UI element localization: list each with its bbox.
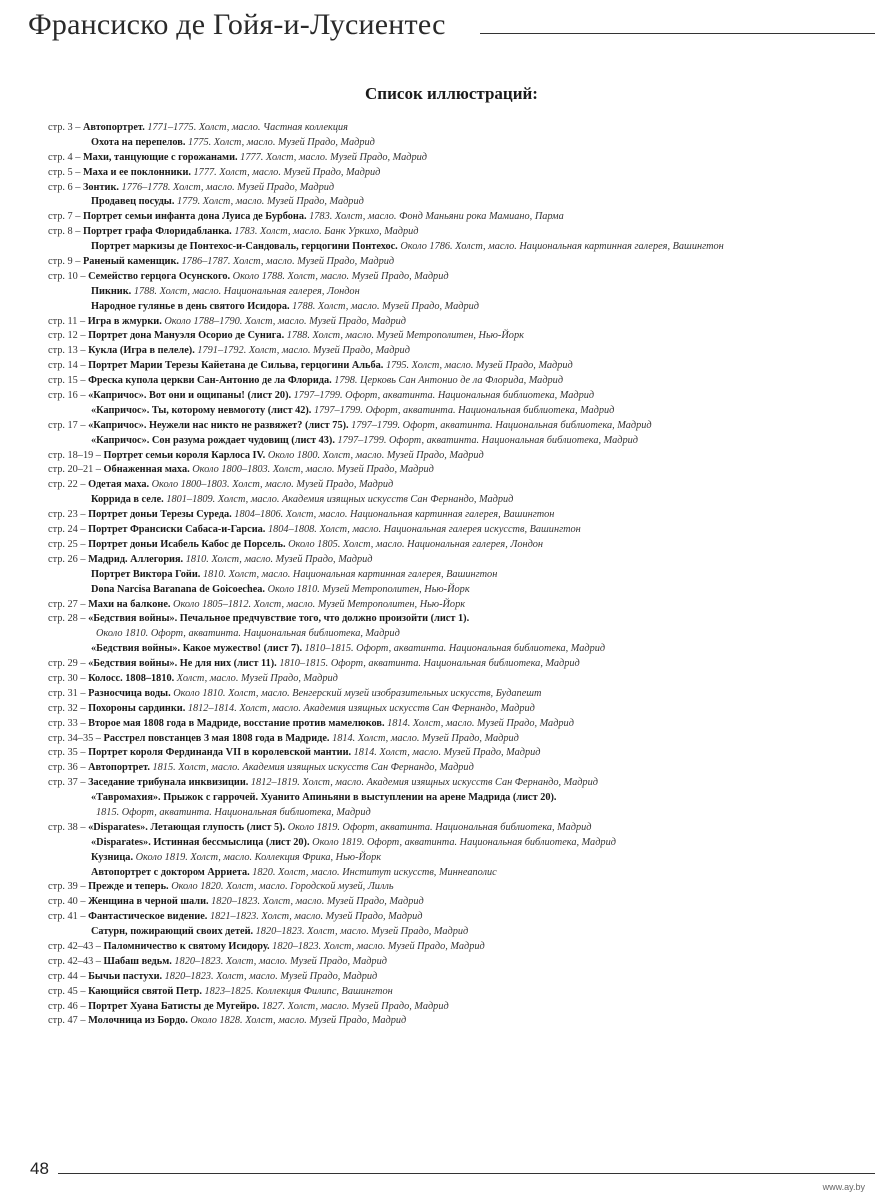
list-item <box>48 195 868 210</box>
entry-details: 1810. Холст, масло. Музей Прадо, Мадрид <box>185 553 373 565</box>
entry-page: стр. 29 – <box>48 658 89 670</box>
entry-details: 1801–1809. Холст, масло. Академия изящных искусств Сан Фернандо, Мадрид <box>166 494 514 506</box>
entry-title: Продавец посуды. <box>91 196 177 208</box>
page-footer <box>0 1155 875 1195</box>
entry-details: 1775. Холст, масло. Музей Прадо, Мадрид <box>188 136 375 148</box>
entry-page: стр. 17 – <box>48 419 89 431</box>
list-item <box>48 583 868 598</box>
entry-title: Портрет семьи инфанта дона Луиса де Бурбона. <box>82 211 310 223</box>
entry-details: 1798. Церковь Сан Антонио де ла Флорида, Мадрид <box>334 375 564 387</box>
entry-title: Портрет дона Мануэля Осорио де Сунига. <box>88 330 287 342</box>
list-item <box>48 389 868 404</box>
list-item <box>48 493 868 508</box>
entry-details: 1815. Холст, масло. Академия изящных искусств Сан Фернандо, Мадрид <box>152 762 474 774</box>
entry-details: 1812–1814. Холст, масло. Академия изящных искусств Сан Фернандо, Мадрид <box>187 702 535 714</box>
list-item <box>48 523 868 538</box>
entry-details: 1814. Холст, масло. Музей Прадо, Мадрид <box>332 732 519 744</box>
list-item <box>48 419 868 434</box>
section-title: Список иллюстраций: <box>365 84 538 103</box>
list-item <box>48 791 868 806</box>
entry-page: стр. 33 – <box>48 717 89 729</box>
entry-details: 1783. Холст, масло. Банк Уркихо, Мадрид <box>234 226 419 238</box>
entry-page: стр. 16 – <box>48 390 89 402</box>
entry-page: стр. 45 – <box>48 985 89 997</box>
list-item <box>48 404 868 419</box>
entry-title: Махи, танцующие с горожанами. <box>82 151 241 163</box>
entry-title: Dona Narcisa Baranana de Goicoechea. <box>91 583 268 595</box>
entry-title: «Бедствия войны». Печальное предчувствие того, что должно произойти (лист 1). <box>88 613 470 625</box>
entry-details: 1821–1823. Холст, масло. Музей Прадо, Мадрид <box>209 911 423 923</box>
entry-details: Около 1805–1812. Холст, масло. Музей Метрополитен, Нью-Йорк <box>173 598 466 610</box>
entry-title: Махи на балконе. <box>88 598 174 610</box>
list-item <box>48 300 868 315</box>
entry-title: Портрет графа Флоридабланка. <box>82 226 235 238</box>
entry-title: «Капричос». Вот они и ощипаны! (лист 20). <box>88 390 294 402</box>
list-item <box>48 359 868 374</box>
entry-page: стр. 11 – <box>48 315 88 327</box>
entry-details: Холст, масло. Музей Прадо, Мадрид <box>176 672 338 684</box>
entry-page: стр. 41 – <box>48 911 89 923</box>
entry-page: стр. 40 – <box>48 896 89 908</box>
entry-page: стр. 32 – <box>48 702 89 714</box>
entry-details: 1814. Холст, масло. Музей Прадо, Мадрид <box>387 717 574 729</box>
illustration-list <box>48 121 868 1029</box>
entry-title: «Бедствия войны». Не для них (лист 11). <box>88 658 280 670</box>
entry-title: «Тавромахия». Прыжок с гаррочей. Хуанито Апиньяни в выступлении на арене Мадрида (лист 20). <box>91 792 557 804</box>
list-item <box>48 329 868 344</box>
entry-page: стр. 6 – <box>48 181 83 193</box>
entry-page: стр. 28 – <box>48 613 89 625</box>
entry-page: стр. 34–35 – <box>48 732 104 744</box>
entry-details: 1788. Холст, масло. Музей Метрополитен, Нью-Йорк <box>286 330 524 342</box>
entry-details: Около 1786. Холст, масло. Национальная картинная галерея, Вашингтон <box>400 241 724 253</box>
entry-page: стр. 47 – <box>48 1015 89 1027</box>
entry-page: стр. 22 – <box>48 479 89 491</box>
list-item <box>48 687 868 702</box>
entry-page: стр. 35 – <box>48 747 89 759</box>
entry-details: 1779. Холст, масло. Музей Прадо, Мадрид <box>177 196 364 208</box>
entry-details: 1788. Холст, масло. Национальная галерея, Лондон <box>133 285 360 297</box>
list-item <box>48 925 868 940</box>
entry-title: «Disparates». Летающая глупость (лист 5). <box>88 821 288 833</box>
entry-details: 1827. Холст, масло. Музей Прадо, Мадрид <box>261 1000 449 1012</box>
entry-details: 1810–1815. Офорт, акватинта. Национальная библиотека, Мадрид <box>304 643 606 655</box>
list-item <box>48 761 868 776</box>
entry-page: стр. 37 – <box>48 777 89 789</box>
entry-page: стр. 31 – <box>48 687 89 699</box>
entry-title: Женщина в черной шали. <box>88 896 212 908</box>
entry-details: Около 1805. Холст, масло. Национальная галерея, Лондон <box>288 538 544 550</box>
entry-title: Фреска купола церкви Сан-Антонио де ла Флорида. <box>88 375 335 387</box>
list-item <box>48 702 868 717</box>
entry-details: 1786–1787. Холст, масло. Музей Прадо, Мадрид <box>181 256 395 268</box>
list-item <box>48 210 868 225</box>
list-item <box>48 121 868 136</box>
list-item <box>48 449 868 464</box>
footer-rule <box>58 1173 875 1174</box>
entry-details: Около 1810. Офорт, акватинта. Национальная библиотека, Мадрид <box>96 628 400 640</box>
list-item <box>48 732 868 747</box>
entry-page: стр. 3 – <box>48 122 83 133</box>
list-item <box>48 1014 868 1029</box>
entry-title: Колосс. 1808–1810. <box>88 672 177 684</box>
entry-title: Кающийся святой Петр. <box>88 985 205 997</box>
list-item <box>48 627 868 642</box>
entry-page: стр. 30 – <box>48 672 89 684</box>
entry-details: Около 1810. Музей Метрополитен, Нью-Йорк <box>267 583 470 595</box>
list-item <box>48 166 868 181</box>
entry-page: стр. 42–43 – <box>48 955 104 967</box>
entry-page: стр. 25 – <box>48 538 89 550</box>
entry-page: стр. 9 – <box>48 256 83 268</box>
entry-title: Пикник. <box>91 285 134 297</box>
list-item <box>48 672 868 687</box>
entry-title: Обнаженная маха. <box>103 464 193 476</box>
list-item <box>48 344 868 359</box>
entry-page: стр. 39 – <box>48 881 89 893</box>
entry-title: Одетая маха. <box>88 479 152 491</box>
entry-title: Мадрид. Аллегория. <box>88 553 186 565</box>
list-item <box>48 434 868 449</box>
entry-title: Зонтик. <box>82 181 122 193</box>
entry-title: Фантастическое видение. <box>88 911 210 923</box>
entry-page: стр. 24 – <box>48 524 89 536</box>
entry-title: Портрет Виктора Гойи. <box>91 568 203 580</box>
list-item <box>48 508 868 523</box>
entry-title: «Бедствия войны». Какое мужество! (лист 7). <box>91 643 305 655</box>
entry-details: Около 1800–1803. Холст, масло. Музей Прадо, Мадрид <box>151 479 394 491</box>
entry-details: 1810. Холст, масло. Национальная картинная галерея, Вашингтон <box>202 568 498 580</box>
list-item <box>48 866 868 881</box>
entry-details: 1795. Холст, масло. Музей Прадо, Мадрид <box>385 360 573 372</box>
list-item <box>48 851 868 866</box>
entry-page: стр. 23 – <box>48 509 89 521</box>
entry-title: Кукла (Игра в пелеле). <box>88 345 198 357</box>
entry-title: Семейство герцога Осунского. <box>88 270 233 282</box>
entry-page: стр. 10 – <box>48 270 89 282</box>
list-item <box>48 955 868 970</box>
list-item <box>48 315 868 330</box>
list-item <box>48 598 868 613</box>
entry-details: 1797–1799. Офорт, акватинта. Национальная библиотека, Мадрид <box>293 390 595 402</box>
entry-title: Бычьи пастухи. <box>88 970 165 982</box>
entry-title: Кузница. <box>91 851 136 863</box>
entry-details: 1777. Холст, масло. Музей Прадо, Мадрид <box>193 166 381 178</box>
entry-title: Прежде и теперь. <box>88 881 172 893</box>
entry-title: Шабаш ведьм. <box>103 955 175 967</box>
list-item <box>48 895 868 910</box>
entry-details: 1776–1778. Холст, масло. Музей Прадо, Мадрид <box>121 181 335 193</box>
entry-details: Около 1819. Холст, масло. Коллекция Фрика, Нью-Йорк <box>135 851 382 863</box>
entry-title: Молочница из Бордо. <box>88 1015 191 1027</box>
entry-details: 1797–1799. Офорт, акватинта. Национальная библиотека, Мадрид <box>337 434 638 446</box>
list-item <box>48 463 868 478</box>
entry-page: стр. 42–43 – <box>48 940 104 952</box>
entry-page: стр. 12 – <box>48 330 89 342</box>
entry-page: стр. 18–19 – <box>48 449 104 461</box>
entry-title: Портрет короля Фердинанда VII в королевской мантии. <box>88 747 354 759</box>
list-item <box>48 836 868 851</box>
entry-details: 1783. Холст, масло. Фонд Маньяни рока Мамиано, Парма <box>309 211 564 223</box>
entry-title: Портрет Марии Терезы Кайетана де Сильва, герцогини Альба. <box>88 360 386 372</box>
entry-title: Похороны сардинки. <box>88 702 188 714</box>
entry-title: Портрет Хуана Батисты де Мугейро. <box>88 1000 262 1012</box>
list-item <box>48 568 868 583</box>
entry-details: 1788. Холст, масло. Музей Прадо, Мадрид <box>292 300 479 312</box>
entry-title: Автопортрет. <box>82 122 148 133</box>
entry-details: 1804–1806. Холст, масло. Национальная картинная галерея, Вашингтон <box>234 509 555 521</box>
entry-details: 1777. Холст, масло. Музей Прадо, Мадрид <box>240 151 427 163</box>
header-rule <box>480 33 875 34</box>
entry-title: «Капричос». Сон разума рождает чудовищ (лист 43). <box>91 434 338 446</box>
entry-details: Около 1800. Холст, масло. Музей Прадо, Мадрид <box>267 449 484 461</box>
list-item <box>48 136 868 151</box>
entry-title: Разносчица воды. <box>88 687 174 699</box>
list-item <box>48 374 868 389</box>
entry-page: стр. 20–21 – <box>48 464 104 476</box>
entry-page: стр. 38 – <box>48 821 89 833</box>
entry-title: Охота на перепелов. <box>91 136 189 148</box>
entry-details: 1797–1799. Офорт, акватинта. Национальная библиотека, Мадрид <box>351 419 652 431</box>
list-item <box>48 880 868 895</box>
entry-title: Второе мая 1808 года в Мадриде, восстание против мамелюков. <box>88 717 388 729</box>
list-item <box>48 612 868 627</box>
entry-details: 1820–1823. Холст, масло. Музей Прадо, Мадрид <box>255 926 469 938</box>
entry-details: Около 1819. Офорт, акватинта. Национальная библиотека, Мадрид <box>287 821 592 833</box>
page-number: 48 <box>30 1159 49 1178</box>
list-item <box>48 657 868 672</box>
list-item <box>48 538 868 553</box>
entry-details: Около 1819. Офорт, акватинта. Национальная библиотека, Мадрид <box>312 836 616 848</box>
page-title: Франсиско де Гойя-и-Лусиентес <box>28 8 446 41</box>
entry-details: 1820–1823. Холст, масло. Музей Прадо, Мадрид <box>272 940 485 952</box>
entry-title: Народное гулянье в день святого Исидора. <box>91 300 293 312</box>
list-item <box>48 970 868 985</box>
entry-page: стр. 7 – <box>48 211 83 223</box>
entry-title: Заседание трибунала инквизиции. <box>88 777 251 789</box>
list-item <box>48 940 868 955</box>
list-item <box>48 821 868 836</box>
entry-details: 1820–1823. Холст, масло. Музей Прадо, Мадрид <box>211 896 424 908</box>
entry-title: Портрет доньи Терезы Суреда. <box>88 509 235 521</box>
list-item <box>48 910 868 925</box>
list-item <box>48 240 868 255</box>
list-item <box>48 746 868 761</box>
entry-title: Раненый каменщик. <box>82 256 182 268</box>
entry-page: стр. 13 – <box>48 345 89 357</box>
entry-page: стр. 4 – <box>48 151 83 163</box>
entry-title: Сатурн, пожирающий своих детей. <box>91 926 256 938</box>
list-item <box>48 478 868 493</box>
list-item <box>48 255 868 270</box>
entry-page: стр. 26 – <box>48 553 89 565</box>
entry-details: 1810–1815. Офорт, акватинта. Национальная библиотека, Мадрид <box>279 658 580 670</box>
entry-title: Расстрел повстанцев 3 мая 1808 года в Мадриде. <box>103 732 333 744</box>
entry-page: стр. 8 – <box>48 226 83 238</box>
page-header <box>28 6 875 50</box>
list-item <box>48 717 868 732</box>
entry-details: Около 1828. Холст, масло. Музей Прадо, Мадрид <box>190 1015 407 1027</box>
entry-page: стр. 5 – <box>48 166 83 178</box>
entry-details: Около 1810. Холст, масло. Венгерский музей изобразительных искусств, Будапешт <box>173 687 542 699</box>
entry-details: 1815. Офорт, акватинта. Национальная библиотека, Мадрид <box>96 806 371 818</box>
list-item <box>48 181 868 196</box>
entry-title: Автопортрет с доктором Арриета. <box>91 866 253 878</box>
list-item <box>48 553 868 568</box>
list-item <box>48 270 868 285</box>
entry-details: Около 1800–1803. Холст, масло. Музей Прадо, Мадрид <box>192 464 434 476</box>
watermark: www.ay.by <box>822 1182 865 1192</box>
entry-title: Портрет Франсиски Сабаса-и-Гарсиа. <box>88 524 268 536</box>
entry-title: Портрет семьи короля Карлоса IV. <box>103 449 268 461</box>
entry-title: Маха и ее поклонники. <box>82 166 194 178</box>
entry-page: стр. 36 – <box>48 762 89 774</box>
entry-details: Около 1788–1790. Холст, масло. Музей Прадо, Мадрид <box>164 315 406 327</box>
entry-details: 1820–1823. Холст, масло. Музей Прадо, Мадрид <box>164 970 378 982</box>
entry-title: Портрет доньи Исабель Кабос де Порсель. <box>88 538 289 550</box>
entry-details: 1812–1819. Холст, масло. Академия изящных искусств Сан Фернандо, Мадрид <box>250 777 598 789</box>
list-item <box>48 806 868 821</box>
entry-details: 1804–1808. Холст, масло. Национальная галерея искусств, Вашингтон <box>267 524 581 536</box>
list-item <box>48 985 868 1000</box>
entry-details: 1814. Холст, масло. Музей Прадо, Мадрид <box>353 747 541 759</box>
entry-details: 1791–1792. Холст, масло. Музей Прадо, Мадрид <box>197 345 410 357</box>
entry-title: «Капричос». Неужели нас никто не развяжет? (лист 75). <box>88 419 352 431</box>
entry-title: Игра в жмурки. <box>87 315 165 327</box>
entry-page: стр. 44 – <box>48 970 89 982</box>
entry-details: 1820. Холст, масло. Институт искусств, Миннеаполис <box>252 866 497 878</box>
entry-page: стр. 15 – <box>48 375 89 387</box>
entry-details: Около 1788. Холст, масло. Музей Прадо, Мадрид <box>232 270 449 282</box>
entry-details: 1797–1799. Офорт, акватинта. Национальная библиотека, Мадрид <box>313 404 615 416</box>
list-item <box>48 1000 868 1015</box>
list-item <box>48 642 868 657</box>
entry-details: 1771–1775. Холст, масло. Частная коллекция <box>147 122 348 133</box>
entry-title: Портрет маркизы де Понтехос-и-Сандоваль, герцогини Понтехос. <box>91 241 401 253</box>
entry-title: Автопортрет. <box>88 762 153 774</box>
list-item <box>48 225 868 240</box>
entry-page: стр. 46 – <box>48 1000 89 1012</box>
entry-details: 1823–1825. Коллекция Филипс, Вашингтон <box>204 985 393 997</box>
entry-title: «Disparates». Истинная бессмыслица (лист 20). <box>91 836 313 848</box>
entry-page: стр. 14 – <box>48 360 89 372</box>
entry-details: 1820–1823. Холст, масло. Музей Прадо, Мадрид <box>174 955 387 967</box>
entry-title: Коррида в селе. <box>91 494 167 506</box>
list-item <box>48 776 868 791</box>
entry-page: стр. 27 – <box>48 598 89 610</box>
list-item <box>48 151 868 166</box>
entry-details: Около 1820. Холст, масло. Городской музей, Лилль <box>171 881 394 893</box>
entry-title: Паломничество к святому Исидору. <box>103 940 273 952</box>
entry-title: «Капричос». Ты, которому невмоготу (лист 42). <box>91 404 314 416</box>
list-item <box>48 285 868 300</box>
